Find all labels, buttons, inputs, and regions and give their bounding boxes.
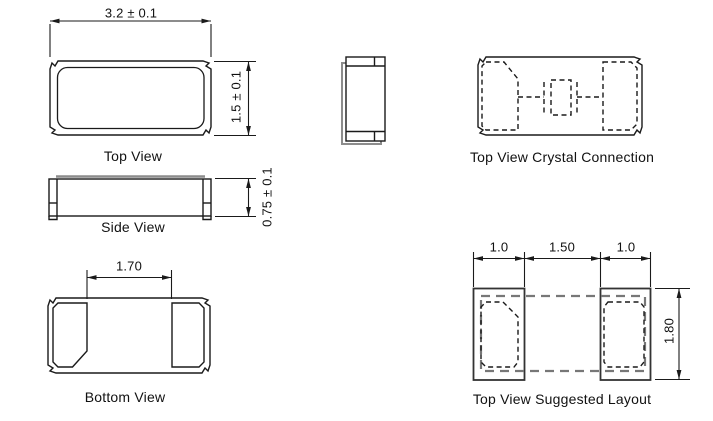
layout-right-pad-dim-text: 1.0 <box>616 239 636 255</box>
crystal-connection-left-pad <box>482 62 518 130</box>
top-view-height-dim-text: 1.5 ± 0.1 <box>228 70 244 124</box>
layout-horizontal-dimensions <box>474 252 651 287</box>
top-view-lid <box>58 68 205 129</box>
layout-gap-dim-text: 1.50 <box>548 239 576 255</box>
top-view-drawing <box>50 19 256 136</box>
bottom-view-outline <box>48 298 210 373</box>
end-view-drawing <box>342 57 385 144</box>
layout-height-dim-text: 1.80 <box>661 317 677 345</box>
bottom-view-left-pad <box>53 303 87 367</box>
side-view-label: Side View <box>101 219 165 235</box>
top-view-label: Top View <box>103 148 163 164</box>
suggested-layout-drawing <box>474 252 691 380</box>
bottom-view-right-pad <box>172 303 204 367</box>
bottom-view-gap-dimension <box>87 270 172 299</box>
layout-left-pad-footprint <box>481 302 518 367</box>
top-view-outline <box>50 61 211 135</box>
top-view-width-dim-text: 3.2 ± 0.1 <box>104 5 158 21</box>
crystal-connection-drawing <box>478 57 642 135</box>
crystal-connection-right-pad <box>603 62 637 130</box>
bottom-view-drawing <box>48 270 210 373</box>
side-view-height-dimension <box>215 179 256 217</box>
top-view-width-dimension <box>50 19 211 57</box>
layout-left-pad-dim-text: 1.0 <box>489 239 509 255</box>
bottom-view-gap-dim-text: 1.70 <box>115 258 143 274</box>
side-view-height-dim-text: 0.75 ± 0.1 <box>259 167 275 227</box>
end-view-body <box>346 57 385 141</box>
side-view-drawing <box>49 177 256 220</box>
suggested-layout-label: Top View Suggested Layout <box>472 391 652 407</box>
layout-right-pad-footprint <box>604 302 644 367</box>
crystal-connection-outline <box>478 57 642 135</box>
crystal-connection-label: Top View Crystal Connection <box>469 149 655 165</box>
side-view-body <box>49 179 211 216</box>
crystal-symbol-body <box>551 80 571 115</box>
bottom-view-label: Bottom View <box>84 389 166 405</box>
layout-body-outline <box>481 296 645 371</box>
